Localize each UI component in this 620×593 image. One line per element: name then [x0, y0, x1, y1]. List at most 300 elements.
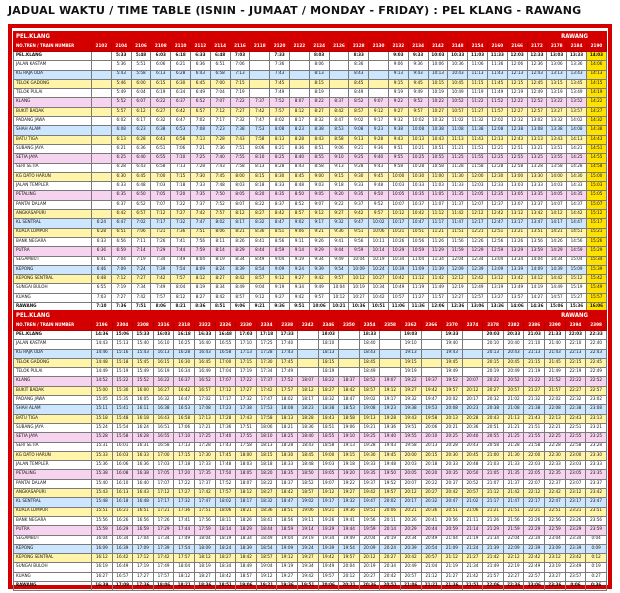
departure-time: 9:50	[369, 191, 389, 200]
departure-time: 18:13	[256, 442, 277, 451]
departure-time: 19:08	[359, 405, 380, 414]
departure-time: 6:51	[111, 228, 131, 237]
departure-time: 19:53	[421, 405, 442, 414]
departure-time: 8:21	[171, 303, 191, 312]
departure-time: 20:27	[359, 572, 380, 581]
departure-time: 6:04	[131, 89, 151, 98]
departure-time: 15:31	[92, 442, 113, 451]
station-row	[14, 507, 607, 516]
departure-time: 5:36	[111, 61, 131, 70]
departure-time	[462, 331, 483, 340]
departure-time: 7:22	[171, 200, 191, 209]
departure-time: 17:26	[153, 516, 174, 525]
station-row	[14, 89, 607, 98]
departure-time: 12:13	[487, 135, 507, 144]
departure-time: 20:52	[503, 377, 524, 386]
departure-time: 10:43	[448, 70, 468, 79]
departure-time: 9:08	[349, 126, 369, 135]
departure-time: 12:34	[468, 256, 488, 265]
route-header	[14, 32, 607, 43]
departure-time: 19:00	[318, 451, 339, 460]
departure-time: 14:19	[527, 284, 547, 293]
departure-time: 9:36	[408, 61, 428, 70]
departure-time: 11:33	[448, 182, 468, 191]
departure-time: 9:57	[408, 107, 428, 116]
departure-time: 19:59	[359, 526, 380, 535]
departure-time: 9:13	[388, 70, 408, 79]
departure-time: 17:07	[215, 377, 236, 386]
departure-time: 6:03	[151, 52, 171, 61]
departure-time: 19:49	[318, 563, 339, 572]
departure-time: 19:32	[339, 498, 360, 507]
departure-time: 20:44	[421, 526, 442, 535]
station-name: SERI SETIA	[14, 442, 92, 451]
departure-time: 14:59	[567, 247, 587, 256]
departure-time: 21:33	[503, 461, 524, 470]
departure-time	[380, 358, 401, 367]
departure-time: 18:57	[359, 386, 380, 395]
departure-time: 20:10	[421, 433, 442, 442]
departure-time: 10:06	[428, 61, 448, 70]
departure-time: 19:27	[400, 386, 421, 395]
station-row	[14, 154, 607, 163]
departure-time: 10:13	[428, 70, 448, 79]
departure-time	[297, 349, 318, 358]
station-name: PADANG JAWA	[14, 396, 92, 405]
departure-time: 21:51	[503, 507, 524, 516]
departure-time: 19:39	[318, 544, 339, 553]
departure-time: 11:25	[448, 154, 468, 163]
station-name: KEPONG SENTRAL	[14, 554, 92, 563]
departure-time: 15:27	[567, 293, 587, 302]
departure-time: 15:49	[133, 368, 154, 377]
departure-time: 9:45	[369, 172, 389, 181]
departure-time: 23:26	[565, 516, 586, 525]
departure-time: 7:51	[230, 144, 250, 153]
departure-time: 13:22	[547, 98, 567, 107]
departure-time: 18:28	[297, 414, 318, 423]
departure-time: 20:25	[442, 433, 463, 442]
departure-time: 20:36	[462, 423, 483, 432]
station-name: BATU TIGA	[14, 135, 92, 144]
departure-time: 8:14	[210, 247, 230, 256]
departure-time: 6:42	[111, 210, 131, 219]
departure-time	[329, 61, 349, 70]
departure-time: 17:19	[236, 368, 257, 377]
departure-time: 12:26	[468, 237, 488, 246]
departure-time: 8:45	[349, 79, 369, 88]
departure-time: 7:21	[151, 228, 171, 237]
departure-time: 13:03	[507, 182, 527, 191]
departure-time: 15:49	[586, 284, 606, 293]
departure-time: 20:17	[462, 396, 483, 405]
departure-time: 17:32	[174, 498, 195, 507]
departure-time: 21:12	[483, 489, 504, 498]
station-name: KUALA LUMPUR	[14, 507, 92, 516]
station-row	[14, 265, 607, 274]
departure-time: 8:49	[230, 284, 250, 293]
departure-time: 19:40	[442, 340, 463, 349]
departure-time: 17:59	[194, 526, 215, 535]
departure-time: 8:19	[309, 89, 329, 98]
train-number: 2394	[565, 322, 586, 331]
departure-time: 9:48	[369, 182, 389, 191]
departure-time: 17:10	[174, 433, 195, 442]
departure-time: 9:39	[309, 265, 329, 274]
departure-time: 10:04	[349, 256, 369, 265]
departure-time: 19:51	[297, 582, 318, 591]
departure-time: 17:13	[194, 414, 215, 423]
departure-time: 17:57	[215, 489, 236, 498]
departure-time: 20:06	[380, 507, 401, 516]
departure-time: 15:16	[112, 349, 133, 358]
departure-time: 21:17	[483, 498, 504, 507]
departure-time: 21:27	[462, 554, 483, 563]
departure-time: 6:12	[131, 107, 151, 116]
departure-time: 23:12	[565, 489, 586, 498]
departure-time: 19:17	[318, 498, 339, 507]
departure-time: 14:42	[547, 275, 567, 284]
departure-time: 12:22	[507, 98, 527, 107]
departure-time: 20:57	[462, 489, 483, 498]
departure-time: 15:40	[133, 340, 154, 349]
departure-time: 8:32	[250, 219, 270, 228]
departure-time: 7:03	[230, 52, 250, 61]
departure-time: 9:06	[329, 144, 349, 153]
departure-time: 13:43	[547, 135, 567, 144]
departure-time: 18:04	[194, 535, 215, 544]
departure-time: 8:12	[289, 107, 309, 116]
departure-time: 8:28	[270, 163, 290, 172]
departure-time: 19:04	[277, 535, 298, 544]
train-number: 2362	[400, 322, 421, 331]
departure-time: 14:05	[547, 191, 567, 200]
departure-time: 10:33	[408, 182, 428, 191]
departure-time: 17:45	[277, 358, 298, 367]
departure-time: 21:51	[524, 423, 545, 432]
departure-time: 18:19	[318, 368, 339, 377]
departure-time: 10:33	[448, 52, 468, 61]
departure-time: 23:04	[545, 535, 566, 544]
departure-time: 12:49	[527, 89, 547, 98]
departure-time: 8:52	[349, 98, 369, 107]
departure-time	[92, 70, 112, 79]
departure-time: 19:28	[380, 414, 401, 423]
train-number-row	[14, 43, 607, 52]
departure-time: 0:12	[586, 554, 607, 563]
departure-time: 11:07	[428, 200, 448, 209]
departure-time: 17:44	[174, 526, 195, 535]
departure-time	[462, 340, 483, 349]
departure-time: 7:12	[151, 210, 171, 219]
departure-time: 7:27	[230, 107, 250, 116]
departure-time: 18:52	[297, 479, 318, 488]
departure-time: 7:13	[190, 135, 210, 144]
departure-time: 23:00	[565, 451, 586, 460]
station-row	[14, 200, 607, 209]
departure-time: 7:27	[131, 275, 151, 284]
departure-time: 20:40	[462, 433, 483, 442]
departure-time: 21:35	[503, 470, 524, 479]
departure-time: 22:37	[545, 479, 566, 488]
departure-time: 18:59	[277, 526, 298, 535]
departure-time	[250, 61, 270, 70]
departure-time: 20:03	[400, 461, 421, 470]
departure-time: 16:25	[174, 340, 195, 349]
departure-time: 10:07	[388, 200, 408, 209]
departure-time: 15:06	[547, 303, 567, 312]
station-name: SEGAMBUT	[14, 535, 92, 544]
departure-time: 9:17	[369, 117, 389, 126]
departure-time: 8:02	[270, 117, 290, 126]
departure-time: 17:28	[256, 349, 277, 358]
departure-time: 12:27	[507, 107, 527, 116]
departure-time: 9:43	[388, 135, 408, 144]
departure-time: 19:21	[359, 423, 380, 432]
departure-time: 11:36	[408, 303, 428, 312]
departure-time: 20:21	[400, 507, 421, 516]
departure-time: 17:15	[236, 358, 257, 367]
departure-time: 13:05	[507, 191, 527, 200]
departure-time: 9:52	[408, 98, 428, 107]
departure-time: 13:42	[527, 210, 547, 219]
departure-time: 10:12	[329, 293, 349, 302]
departure-time: 14:15	[586, 79, 606, 88]
departure-time	[92, 144, 112, 153]
departure-time: 7:06	[230, 61, 250, 70]
departure-time: 18:37	[277, 479, 298, 488]
departure-time: 9:30	[349, 172, 369, 181]
train-number: 2322	[194, 322, 215, 331]
departure-time: 18:56	[277, 516, 298, 525]
departure-time: 17:40	[215, 433, 236, 442]
departure-time: 7:21	[190, 144, 210, 153]
departure-time: 10:47	[408, 219, 428, 228]
departure-time: 7:45	[270, 79, 290, 88]
departure-time: 16:51	[133, 507, 154, 516]
departure-time: 9:03	[309, 182, 329, 191]
departure-time: 17:43	[277, 349, 298, 358]
station-name: SUNGAI BULOH	[14, 563, 92, 572]
station-name: BATU TIGA	[14, 414, 92, 423]
departure-time: 14:56	[567, 237, 587, 246]
departure-time: 20:13	[442, 414, 463, 423]
departure-time: 12:03	[468, 182, 488, 191]
departure-time: 9:02	[349, 117, 369, 126]
departure-time: 7:09	[111, 265, 131, 274]
departure-time: 22:49	[524, 563, 545, 572]
departure-time: 14:30	[567, 172, 587, 181]
station-name: SUNGAI BULOH	[14, 284, 92, 293]
departure-time: 16:04	[92, 535, 113, 544]
departure-time: 12:56	[487, 237, 507, 246]
departure-time: 12:06	[428, 303, 448, 312]
departure-time: 18:07	[297, 377, 318, 386]
departure-time: 10:28	[408, 163, 428, 172]
departure-time: 8:27	[210, 275, 230, 284]
train-number: 2342	[297, 322, 318, 331]
departure-time: 18:00	[236, 451, 257, 460]
departure-time: 20:12	[400, 489, 421, 498]
departure-time: 21:22	[524, 377, 545, 386]
departure-time: 17:28	[215, 414, 236, 423]
departure-time: 5:58	[131, 70, 151, 79]
departure-time: 7:17	[151, 219, 171, 228]
departure-time: 8:57	[230, 293, 250, 302]
departure-time: 18:32	[256, 498, 277, 507]
departure-time: 14:27	[527, 293, 547, 302]
train-number: 2104	[111, 43, 131, 52]
departure-time: 14:22	[586, 98, 606, 107]
departure-time: 8:41	[250, 237, 270, 246]
departure-time: 7:53	[250, 126, 270, 135]
departure-time: 8:12	[230, 210, 250, 219]
departure-time: 23:42	[586, 489, 607, 498]
departure-time: 23:42	[565, 554, 586, 563]
departure-time: 8:36	[289, 144, 309, 153]
departure-time: 19:34	[318, 535, 339, 544]
departure-time: 7:56	[190, 237, 210, 246]
station-row	[14, 284, 607, 293]
departure-time: 9:17	[309, 219, 329, 228]
departure-time	[250, 52, 270, 61]
departure-time: 16:55	[153, 433, 174, 442]
departure-time: 9:51	[289, 303, 309, 312]
destination-station: RAWANG	[92, 311, 607, 322]
departure-time	[421, 349, 442, 358]
departure-time: 20:28	[442, 442, 463, 451]
station-name: BUKIT BADAK	[14, 107, 92, 116]
departure-time: 8:51	[270, 228, 290, 237]
departure-time: 7:48	[210, 182, 230, 191]
station-row	[14, 526, 607, 535]
departure-time: 11:55	[468, 154, 488, 163]
departure-time: 19:27	[339, 489, 360, 498]
departure-time: 17:58	[236, 442, 257, 451]
departure-time: 21:33	[545, 331, 566, 340]
departure-time: 12:21	[468, 228, 488, 237]
departure-time: 18:54	[256, 544, 277, 553]
departure-time: 8:09	[190, 265, 210, 274]
train-number: 2374	[462, 322, 483, 331]
departure-time: 12:12	[468, 210, 488, 219]
departure-time: 12:42	[487, 210, 507, 219]
departure-time: 6:58	[171, 135, 191, 144]
departure-time: 20:49	[400, 563, 421, 572]
departure-time: 18:45	[297, 451, 318, 460]
departure-time: 18:04	[174, 563, 195, 572]
departure-time: 14:28	[567, 163, 587, 172]
departure-time: 17:42	[194, 489, 215, 498]
departure-time: 6:33	[190, 52, 210, 61]
departure-time: 10:38	[428, 126, 448, 135]
departure-time: 7:52	[210, 200, 230, 209]
station-row	[14, 498, 607, 507]
departure-time: 7:00	[210, 79, 230, 88]
departure-time: 14:58	[586, 163, 606, 172]
departure-time: 21:28	[503, 442, 524, 451]
departure-time: 21:30	[503, 451, 524, 460]
departure-time: 17:19	[133, 563, 154, 572]
station-row	[14, 331, 607, 340]
departure-time: 22:03	[524, 461, 545, 470]
departure-time: 14:49	[547, 284, 567, 293]
departure-time: 17:57	[153, 572, 174, 581]
train-number: 2354	[359, 322, 380, 331]
departure-time: 10:26	[388, 237, 408, 246]
departure-time: 8:34	[210, 284, 230, 293]
departure-time: 19:51	[400, 423, 421, 432]
departure-time: 20:33	[503, 331, 524, 340]
station-row	[14, 358, 607, 367]
departure-time	[250, 70, 270, 79]
departure-time: 6:28	[92, 228, 112, 237]
departure-time: 10:37	[408, 200, 428, 209]
departure-time: 7:19	[230, 89, 250, 98]
station-name: KG DATO HARUN	[14, 172, 92, 181]
departure-time: 14:33	[567, 182, 587, 191]
departure-time: 6:48	[92, 275, 112, 284]
departure-time: 10:43	[428, 135, 448, 144]
departure-time: 16:38	[133, 470, 154, 479]
departure-time	[339, 368, 360, 377]
departure-time: 7:36	[270, 61, 290, 70]
departure-time: 10:24	[369, 265, 389, 274]
departure-time: 15:52	[133, 377, 154, 386]
station-name: KUANG	[14, 572, 92, 581]
departure-time: 7:29	[151, 247, 171, 256]
departure-time: 22:36	[503, 582, 524, 591]
departure-time: 22:29	[524, 526, 545, 535]
departure-time: 19:24	[297, 544, 318, 553]
station-name: KG RAJA UDA	[14, 70, 92, 79]
departure-time: 17:17	[153, 498, 174, 507]
departure-time: 18:10	[256, 433, 277, 442]
departure-time: 6:45	[131, 172, 151, 181]
departure-time: 8:25	[270, 154, 290, 163]
departure-time: 14:34	[547, 256, 567, 265]
departure-time: 21:21	[421, 582, 442, 591]
departure-time	[92, 135, 112, 144]
departure-time: 21:10	[524, 340, 545, 349]
departure-time: 7:26	[151, 237, 171, 246]
departure-time: 11:27	[468, 107, 488, 116]
departure-time: 16:51	[153, 423, 174, 432]
departure-time: 17:53	[256, 405, 277, 414]
departure-time: 6:33	[92, 237, 112, 246]
departure-time: 16:58	[153, 442, 174, 451]
departure-time: 16:28	[174, 349, 195, 358]
departure-time: 17:43	[215, 442, 236, 451]
departure-time: 15:11	[92, 405, 113, 414]
departure-time: 19:22	[339, 479, 360, 488]
departure-time: 12:32	[507, 117, 527, 126]
train-number: 2378	[483, 322, 504, 331]
departure-time: 17:45	[215, 451, 236, 460]
departure-time: 9:23	[369, 126, 389, 135]
station-row	[14, 554, 607, 563]
departure-time: 18:19	[194, 563, 215, 572]
departure-time: 19:48	[380, 461, 401, 470]
departure-time	[297, 368, 318, 377]
departure-time: 7:24	[131, 265, 151, 274]
station-row	[14, 582, 607, 591]
departure-time: 7:59	[190, 247, 210, 256]
departure-time: 12:05	[468, 191, 488, 200]
departure-time: 20:57	[421, 554, 442, 563]
departure-time: 6:35	[111, 191, 131, 200]
departure-time: 7:57	[210, 210, 230, 219]
